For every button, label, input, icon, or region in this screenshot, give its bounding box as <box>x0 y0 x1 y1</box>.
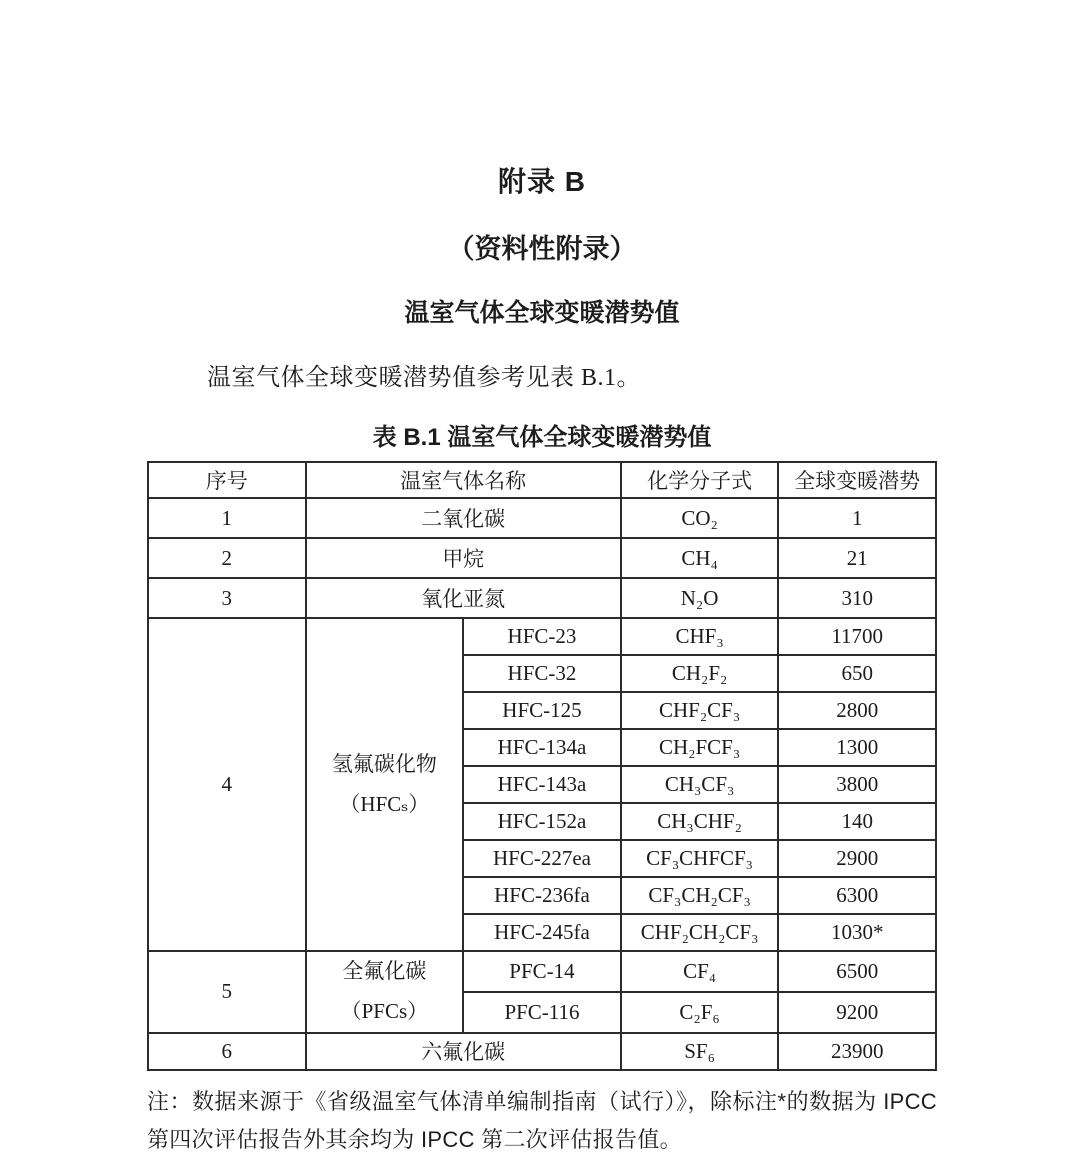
cell-name: HFC-134a <box>463 729 621 766</box>
cell-gwp: 6300 <box>778 877 936 914</box>
header-no: 序号 <box>148 462 306 498</box>
table-row <box>148 951 936 992</box>
cell-gwp: 1300 <box>778 729 936 766</box>
table-row <box>148 618 936 655</box>
cell-formula: CH₃CHF₂ <box>621 803 779 840</box>
group4-name-line1: 氢氟碳化物 <box>331 751 437 776</box>
cell-name: HFC-245fa <box>463 914 621 951</box>
cell-formula: CH₂FCF₃ <box>621 729 779 766</box>
cell-no: 1 <box>148 498 306 538</box>
cell-formula: CO₂ <box>621 498 779 538</box>
cell-gwp: 9200 <box>778 992 936 1033</box>
cell-name: 六氟化碳 <box>306 1033 621 1070</box>
cell-name: HFC-227ea <box>463 840 621 877</box>
cell-no: 2 <box>148 538 306 578</box>
cell-name: PFC-116 <box>463 992 621 1033</box>
group5-name-line2: （PFCs） <box>340 998 429 1023</box>
section-title: 温室气体全球变暖潜势值 <box>404 299 680 327</box>
table-row <box>148 578 936 618</box>
header-formula: 化学分子式 <box>621 462 779 498</box>
cell-formula: C₂F₆ <box>621 992 779 1033</box>
group4-name-line2: （HFCₛ） <box>339 791 430 816</box>
cell-formula: SF₆ <box>621 1033 779 1070</box>
cell-formula: CF₃CH₂CF₃ <box>621 877 779 914</box>
gwp-table <box>147 461 937 1071</box>
cell-name: HFC-32 <box>463 655 621 692</box>
cell-formula: CH₄ <box>621 538 779 578</box>
table-caption: 表 B.1 温室气体全球变暖潜势值 <box>372 424 712 451</box>
appendix-subtitle: （资料性附录） <box>447 234 637 264</box>
cell-gwp: 3800 <box>778 766 936 803</box>
cell-name: HFC-143a <box>463 766 621 803</box>
cell-name: 甲烷 <box>306 538 621 578</box>
header-name: 温室气体名称 <box>306 462 621 498</box>
cell-gwp: 1030* <box>778 914 936 951</box>
table-row <box>148 1033 936 1070</box>
cell-gwp: 140 <box>778 803 936 840</box>
group5-name-line1: 全氟化碳 <box>342 959 427 983</box>
cell-gwp: 1 <box>778 498 936 538</box>
cell-name: HFC-23 <box>463 618 621 655</box>
cell-group4-name <box>306 618 464 951</box>
cell-gwp: 6500 <box>778 951 936 992</box>
cell-group5-name <box>306 951 464 1033</box>
intro-paragraph: 温室气体全球变暖潜势值参考见表 B.1。 <box>207 365 642 391</box>
cell-gwp: 310 <box>778 578 936 618</box>
cell-formula: CF₃CHFCF₃ <box>621 840 779 877</box>
cell-formula: CH₂F₂ <box>621 655 779 692</box>
cell-name: HFC-152a <box>463 803 621 840</box>
cell-formula: N₂O <box>621 578 779 618</box>
cell-name: HFC-236fa <box>463 877 621 914</box>
cell-no: 6 <box>148 1033 306 1070</box>
table-row <box>148 538 936 578</box>
appendix-title: 附录 B <box>497 166 586 197</box>
cell-formula: CHF₂CH₂CF₃ <box>621 914 779 951</box>
cell-name: 氧化亚氮 <box>306 578 621 618</box>
cell-no: 3 <box>148 578 306 618</box>
cell-name: HFC-125 <box>463 692 621 729</box>
cell-gwp: 2800 <box>778 692 936 729</box>
cell-no-group4: 4 <box>148 618 306 951</box>
cell-gwp: 23900 <box>778 1033 936 1070</box>
cell-formula: CH₃CF₃ <box>621 766 779 803</box>
table-header-row <box>148 462 936 498</box>
cell-gwp: 2900 <box>778 840 936 877</box>
cell-formula: CF₄ <box>621 951 779 992</box>
page-content <box>147 160 937 1160</box>
cell-gwp: 11700 <box>778 618 936 655</box>
cell-name: PFC-14 <box>463 951 621 992</box>
cell-gwp: 21 <box>778 538 936 578</box>
cell-gwp: 650 <box>778 655 936 692</box>
table-footnote: 注：数据来源于《省级温室气体清单编制指南（试行）》，除标注*的数据为 IPCC 第四次评估报告外其余均为 IPCC 第二次评估报告值。 <box>147 1088 937 1153</box>
header-gwp: 全球变暖潜势 <box>778 462 936 498</box>
cell-formula: CHF₃ <box>621 618 779 655</box>
table-row <box>148 498 936 538</box>
cell-no-group5: 5 <box>148 951 306 1033</box>
cell-name: 二氧化碳 <box>306 498 621 538</box>
cell-formula: CHF₂CF₃ <box>621 692 779 729</box>
